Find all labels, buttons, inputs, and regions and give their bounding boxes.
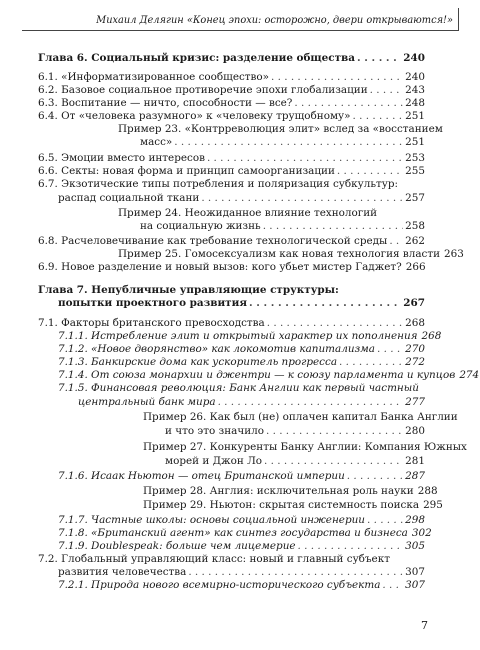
toc-entry-page: 287 [405,470,425,482]
toc-entry-title: на социальную жизнь [140,220,261,232]
dot-leader [294,97,403,109]
toc-entry-page: 302 [411,527,432,539]
toc-entry-line[interactable]: 6.7. Экзотические типы потребления и поляризация субкультур: [38,178,399,190]
dot-leader [207,152,403,164]
dot-leader [370,84,404,96]
toc-example-line[interactable]: Пример 24. Неожиданное влияние технологий [118,207,378,219]
toc-entry-title: Глава 6. Социальный кризис: разделение общества [38,52,355,64]
toc-example-entry[interactable] [118,248,464,260]
toc-entry-page: 305 [405,540,425,552]
toc-entry-page: 267 [403,297,425,309]
toc-entry-title: 7.1.8. «Британский агент» как синтез государства и бизнеса [58,527,408,539]
toc-subentry[interactable] [58,540,425,552]
toc-entry-page: 277 [405,396,425,408]
toc-entry-page: 240 [403,52,425,64]
toc-entry-page: 268 [421,330,442,342]
toc-example-entry[interactable] [140,136,425,148]
toc-entry-title: Пример 29. Ньютон: скрытая системность поиска [143,499,420,511]
dot-leader [201,192,403,204]
toc-subentry[interactable] [78,396,425,408]
dot-leader [267,317,403,329]
toc-entry-title: 6.9. Новое разделение и новый вызов: кого убьет мистер Гаджет? [38,261,402,273]
toc-entry-page: 243 [405,84,425,96]
toc-entry-title: масс» [140,136,173,148]
toc-chapter-7-line[interactable]: Глава 7. Непубличные управляющие структуры: [38,284,339,296]
toc-entry[interactable] [38,165,425,177]
toc-example-entry[interactable] [143,499,443,511]
dot-leader [264,455,403,467]
dot-leader [174,136,403,148]
toc-entry[interactable] [38,317,425,329]
toc-entry-page: 240 [405,71,425,83]
toc-entry-line[interactable]: 7.2. Глобальный управляющий класс: новый и главный субъект [38,553,390,565]
toc-subentry[interactable] [58,579,425,591]
dot-leader [266,425,403,437]
toc-entry-page: 307 [405,579,425,591]
toc-entry-title: развития человечества [58,566,187,578]
toc-entry[interactable] [38,71,425,83]
toc-example-entry[interactable] [143,485,438,497]
toc-entry[interactable] [38,261,425,273]
toc-entry-page: 295 [423,499,443,511]
dot-leader [249,297,401,309]
toc-entry-page: 307 [405,566,425,578]
dot-leader [377,343,403,355]
toc-subentry[interactable] [58,527,432,539]
dot-leader [353,110,404,122]
toc-entry-page: 262 [405,235,425,247]
toc-entry-page: 288 [417,485,438,497]
toc-entry-title: 6.4. От «человека разумного» к «человеку трущобному» [38,110,351,122]
toc-entry-page: 263 [444,248,464,260]
dot-leader [367,514,403,526]
toc-example-line[interactable]: Пример 23. «Контрреволюция элит» вслед за «восстанием [118,123,443,135]
toc-entry-page: 257 [405,192,425,204]
toc-entry-title: 6.2. Базовое социальное противоречие эпохи глобализации [38,84,368,96]
toc-entry-page: 258 [405,220,425,232]
toc-entry-page: 251 [405,110,425,122]
toc-entry-title: распад социальной ткани [58,192,200,204]
toc-entry-page: 270 [405,343,425,355]
toc-entry[interactable] [58,192,425,204]
dot-leader [188,566,403,578]
toc-entry-title: 7.1.6. Исаак Ньютон — отец Британской империи [58,470,345,482]
toc-entry-title: 6.1. «Информатизированное сообщество» [38,71,269,83]
toc-entry-title: 7.1.1. Истребление элит и открытый характер их пополнения [58,330,418,342]
dot-leader [382,579,403,591]
toc-entry-title: Пример 28. Англия: исключительная роль науки [143,485,414,497]
toc-entry-page: 255 [405,165,425,177]
toc-entry-title: 6.5. Эмоции вместо интересов [38,152,205,164]
running-title: Михаил Делягин «Конец эпохи: осторожно, двери открываются!» [96,15,453,26]
toc-subentry[interactable] [58,343,425,355]
toc-entry[interactable] [38,235,425,247]
toc-entry-page: 298 [405,514,425,526]
toc-entry-title: 6.3. Воспитание — ничто, способности — все? [38,97,293,109]
toc-entry-page: 253 [405,152,425,164]
toc-entry[interactable] [38,97,425,109]
toc-entry-title: 7.1.2. «Новое дворянство» как локомотив капитализма [58,343,375,355]
toc-entry-page: 248 [405,97,425,109]
toc-entry-title: 6.8. Расчеловечивание как требование технологической среды [38,235,388,247]
toc-entry-title: попытки проектного развития [58,297,248,309]
toc-entry-page: 274 [459,369,480,381]
dot-leader [357,52,401,64]
toc-subentry[interactable] [58,330,442,342]
toc-entry-title: 7.1.3. Банкирские дома как ускоритель прогресса [58,356,338,368]
toc-subentry[interactable] [58,356,425,368]
toc-entry[interactable] [38,84,425,96]
toc-entry[interactable] [38,152,425,164]
dot-leader [263,220,403,232]
toc-chapter-7[interactable] [58,297,425,309]
toc-entry-title: центральный банк мира [78,396,216,408]
dot-leader [339,356,403,368]
toc-subentry[interactable] [58,470,425,482]
toc-entry-title: 6.6. Секты: новая форма и принцип самоорганизации [38,165,335,177]
toc-entry-page: 251 [405,136,425,148]
dot-leader [271,71,403,83]
toc-entry-title: 7.1.7. Частные школы: основы социальной инженерии [58,514,365,526]
toc-subentry-line[interactable]: 7.1.5. Финансовая революция: Банк Англии как первый частный [58,382,419,394]
dot-leader [218,396,404,408]
toc-entry-title: 7.2.1. Природа нового всемирно-исторического субъекта [58,579,381,591]
toc-entry-page: 281 [405,455,425,467]
toc-entry-page: 266 [405,261,426,273]
page-number: 7 [421,619,428,632]
dot-leader [347,470,403,482]
toc-example-line[interactable]: Пример 27. Конкуренты Банку Англии: Компания Южных [143,441,467,453]
toc-entry-title: 7.1.9. Doublespeak: больше чем лицемерие [58,540,296,552]
toc-example-entry[interactable] [165,425,425,437]
toc-entry-title: и что это значило [165,425,264,437]
toc-example-entry[interactable] [140,220,425,232]
toc-entry-title: Пример 25. Гомосексуализм как новая технология власти [118,248,441,260]
toc-entry-title: 7.1.4. От союза монархии и джентри — к союзу парламента и купцов [58,369,456,381]
toc-chapter-6[interactable] [38,52,425,64]
dot-leader [389,235,403,247]
toc-entry-page: 280 [405,425,425,437]
toc-entry-page: 268 [405,317,425,329]
toc-subentry[interactable] [58,514,425,526]
toc-subentry[interactable] [58,369,480,381]
dot-leader [298,540,404,552]
toc-example-entry[interactable] [165,455,425,467]
toc-entry[interactable] [58,566,425,578]
toc-entry-page: 272 [405,356,425,368]
toc-example-line[interactable]: Пример 26. Как был (не) оплачен капитал Банка Англии [143,411,458,423]
toc-entry-title: 7.1. Факторы британского превосходства [38,317,265,329]
toc-entry-title: морей и Джон Ло [165,455,263,467]
toc-entry[interactable] [38,110,425,122]
dot-leader [337,165,403,177]
